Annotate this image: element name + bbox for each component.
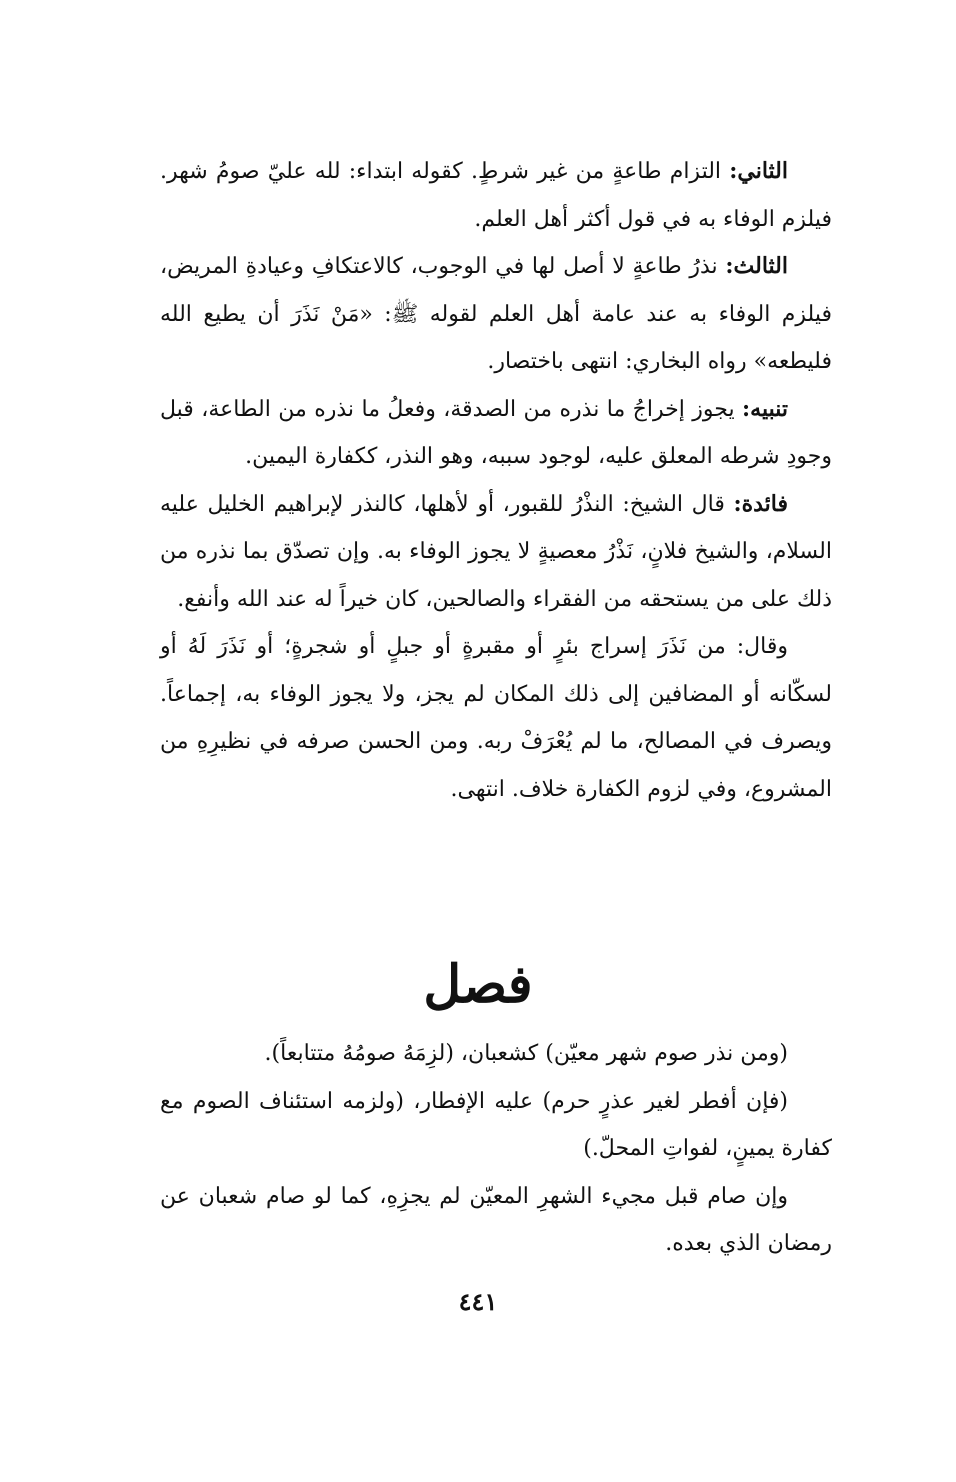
paragraph-break-fast — [160, 1078, 832, 1173]
paragraph-benefit — [160, 481, 832, 624]
paragraph-third — [160, 243, 832, 386]
paragraph-text: نذرُ طاعةٍ لا أصل لها في الوجوب، كالاعتكافِ وعيادةِ المريض، فيلزم الوفاء به عند عامة أهل العلم لقوله ﷺ: «مَنْ نَذَرَ أن يطيع الله فليطعه» رواه البخاري: انتهى باختصار. — [160, 254, 832, 374]
paragraph-lead: الثاني: — [729, 158, 788, 184]
paragraph-lead: تنبيه: — [742, 395, 788, 422]
section-heading: فصل — [423, 954, 533, 1015]
paragraph-vow-month — [160, 1030, 832, 1078]
text-block-bottom — [160, 1030, 832, 1268]
paragraph-he-said — [160, 623, 832, 813]
paragraph-text: (ومن نذر صوم شهر معيّن) كشعبان، (لزِمَهُ صومُهُ متتابعاً). — [264, 1041, 788, 1066]
paragraph-text: قال الشيخ: النذْرُ للقبور، أو لأهلها، كالنذر لإبراهيم الخليل عليه السلام، والشيخ فلانٍ، نَذْرُ معصيةٍ لا يجوز الوفاء به. وإن تصدّق بما نذره من ذلك على من يستحقه من الفقراء والصالحين، كان خيراً له عند الله وأنفع. — [160, 491, 832, 612]
paragraph-text: التزام طاعةٍ من غير شرطٍ. كقوله ابتداء: لله عليّ صومُ شهر. فيلزم الوفاء به في قول أكثر أهل العلم. — [160, 159, 832, 232]
paragraph-lead: الثالث: — [725, 253, 788, 279]
paragraph-note — [160, 386, 832, 481]
paragraph-second — [160, 148, 832, 243]
paragraph-text: وقال: من نَذَرَ إسراج بئرٍ أو مقبرةٍ أو جبلٍ أو شجرةٍ؛ أو نَذَرَ لَهُ أو لسكّانه أو المضافين إلى ذلك المكان لم يجز، ولا يجوز الوفاء به، إجماعاً. ويصرف في المصالح، ما لم يُعْرَفْ ربه. ومن الحسن صرفه في نظيرِهِ من المشروع، وفي لزوم الكفارة خلاف. انتهى. — [160, 634, 832, 802]
paragraph-text: (فإن أفطر لغير عذرٍ حرم) عليه الإفطار، (ولزمه استئناف الصوم مع كفارة يمينٍ، لفواتِ المحلّ.) — [160, 1088, 832, 1161]
paragraph-text: وإن صام قبل مجيء الشهرِ المعيّن لم يجزِهِ، كما لو صام شعبان عن رمضان الذي بعده. — [160, 1183, 832, 1256]
paragraph-fast-before — [160, 1173, 832, 1268]
paragraph-lead: فائدة: — [733, 490, 788, 517]
paragraph-text: يجوز إخراجُ ما نذره من الصدقة، وفعلُ ما نذره من الطاعة، قبل وجودِ شرطه المعلق عليه، لوجود سببه، وهو النذر، ككفارة اليمين. — [160, 396, 832, 469]
text-block-top — [160, 148, 832, 813]
page-number: ٤٤١ — [458, 1287, 498, 1316]
